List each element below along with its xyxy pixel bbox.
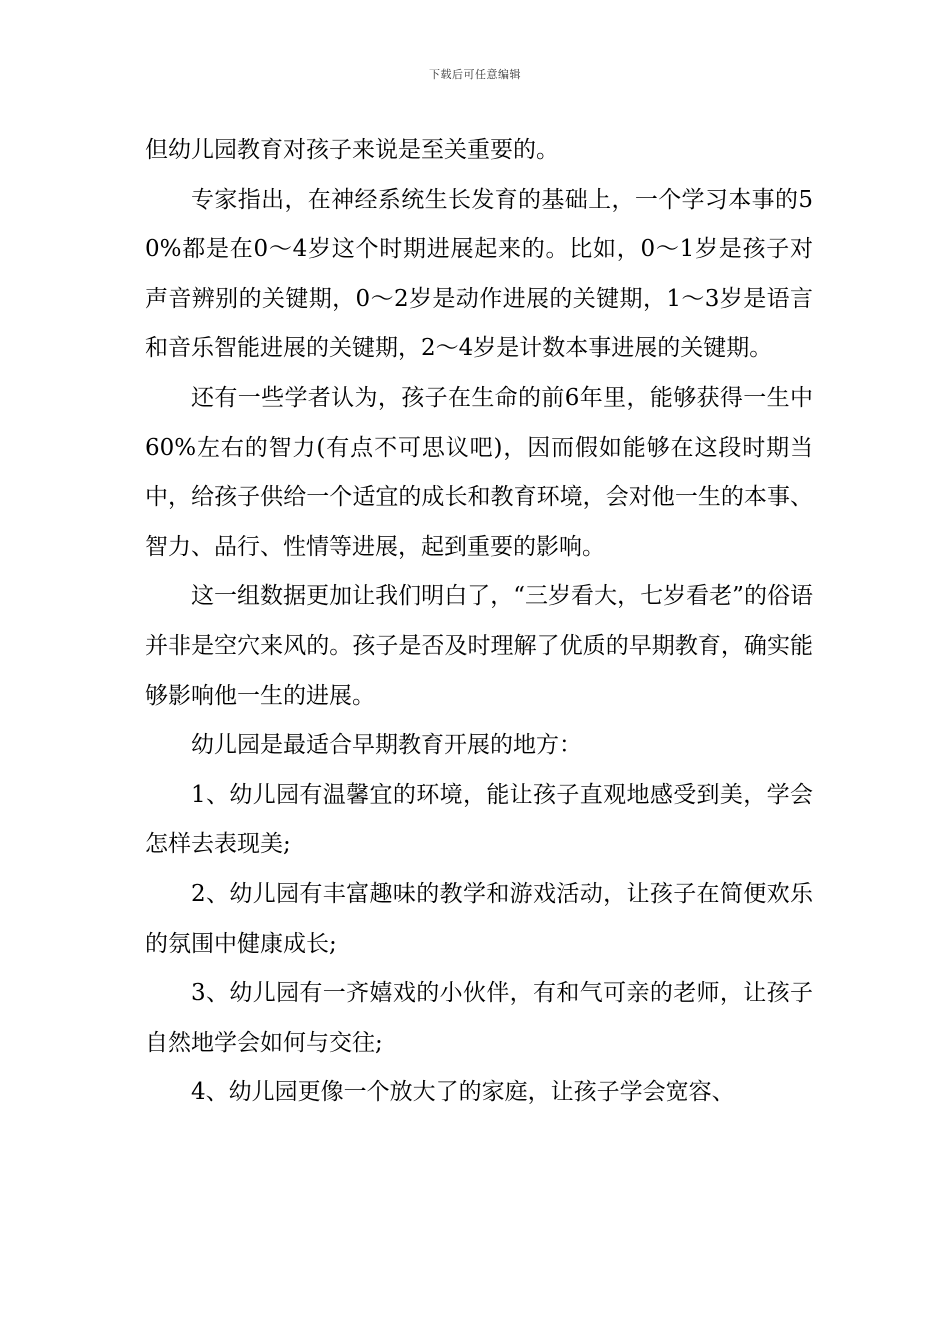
list-item-4: 4、幼儿园更像一个放大了的家庭，让孩子学会宽容、 <box>191 1079 735 1106</box>
page-header-note: 下载后可任意编辑 <box>429 68 521 81</box>
list-item-2: 2、幼儿园有丰富趣味的教学和游戏活动，让孩子在简便欢乐的氛围中健康成长; <box>145 880 813 957</box>
document-body <box>145 126 813 1118</box>
paragraph-1: 但幼儿园教育对孩子来说是至关重要的。 <box>145 137 559 163</box>
list-item-1: 1、幼儿园有温馨宜的环境，能让孩子直观地感受到美，学会怎样去表现美; <box>145 781 813 858</box>
paragraph-2: 专家指出，在神经系统生长发育的基础上，一个学习本事的50%都是在0～4岁这个时期进展起来的。比如，0～1岁是孩子对声音辨别的关键期，0～2岁是动作进展的关键期，1～3岁是语言和音乐智能进展的关键期，2～4岁是计数本事进展的关键期。 <box>145 186 813 362</box>
paragraph-3: 还有一些学者认为，孩子在生命的前6年里，能够获得一生中60%左右的智力(有点不可思议吧)，因而假如能够在这段时期当中，给孩子供给一个适宜的成长和教育环境，会对他一生的本事、智力、品行、性情等进展，起到重要的影响。 <box>145 384 813 560</box>
paragraph-5: 幼儿园是最适合早期教育开展的地方： <box>191 732 582 759</box>
list-item-3: 3、幼儿园有一齐嬉戏的小伙伴，有和气可亲的老师，让孩子自然地学会如何与交往; <box>145 980 813 1056</box>
paragraph-4: 这一组数据更加让我们明白了，“三岁看大，七岁看老”的俗语并非是空穴来风的。孩子是否及时理解了优质的早期教育，确实能够影响他一生的进展。 <box>145 583 813 709</box>
